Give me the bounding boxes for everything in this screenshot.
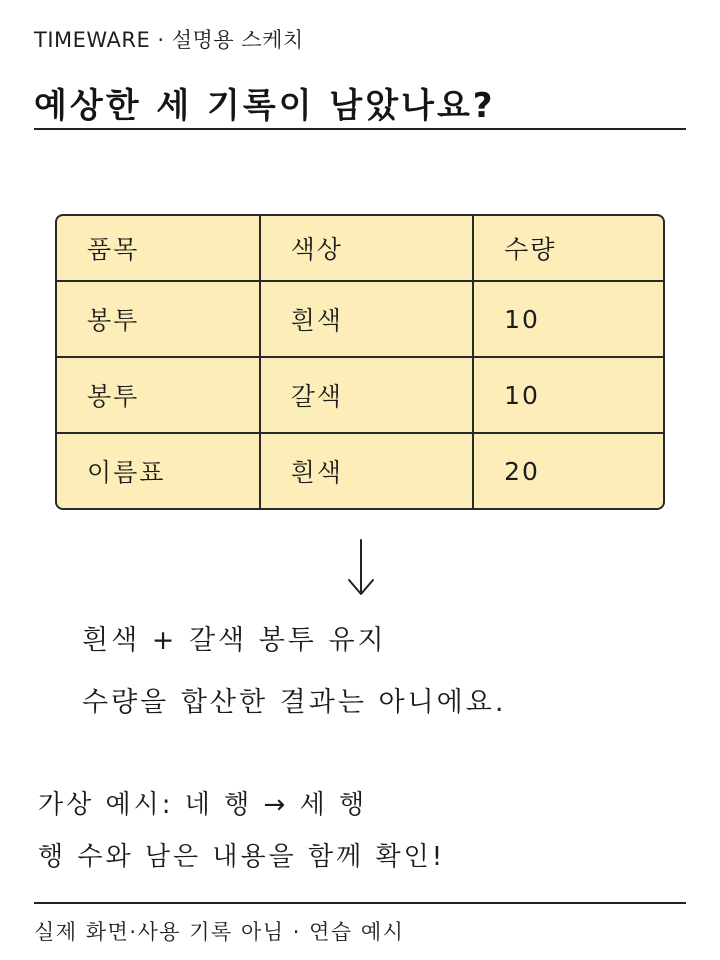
cell-color: 갈색	[261, 358, 475, 434]
eyebrow-label: TIMEWARE · 설명용 스케치	[34, 28, 304, 52]
cell-color: 흰색	[261, 434, 475, 508]
example-tip: 행 수와 남은 내용을 함께 확인!	[38, 842, 446, 872]
column-header-color: 색상	[261, 216, 475, 282]
summary-note: 흰색 + 갈색 봉투 유지	[82, 625, 387, 656]
cell-item: 이름표	[57, 434, 261, 508]
records-table	[55, 214, 665, 510]
example-note: 가상 예시: 네 행 → 세 행	[38, 790, 368, 820]
cell-quantity: 20	[504, 456, 540, 486]
table-row	[57, 434, 663, 508]
page-title: 예상한 세 기록이 남았나요?	[34, 86, 496, 126]
table-header-row	[57, 216, 663, 282]
column-header-quantity: 수량	[474, 216, 663, 282]
cell-item: 봉투	[57, 282, 261, 358]
column-header-item: 품목	[57, 216, 261, 282]
table-row	[57, 282, 663, 358]
cell-quantity: 10	[474, 358, 663, 434]
arrow-down-icon	[346, 538, 376, 598]
cell-color: 흰색	[261, 282, 475, 358]
cell-quantity: 10	[474, 282, 663, 358]
cell-item: 봉투	[57, 358, 261, 434]
bottom-divider	[34, 902, 686, 904]
footer-disclaimer: 실제 화면·사용 기록 아님 · 연습 예시	[34, 920, 405, 944]
table-row	[57, 358, 663, 434]
top-divider	[34, 128, 686, 130]
summary-caveat: 수량을 합산한 결과는 아니에요.	[82, 687, 507, 718]
